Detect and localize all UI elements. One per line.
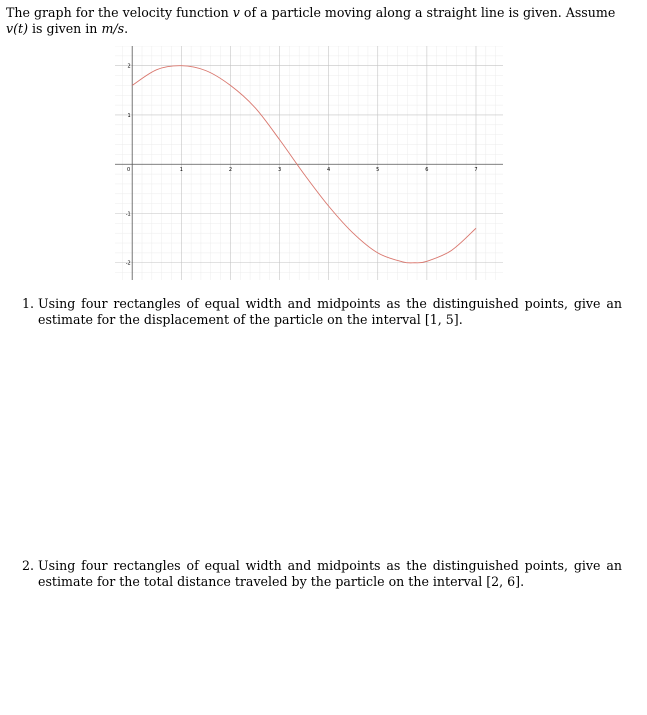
question-1 <box>22 296 622 328</box>
intro-text-1: The graph for the velocity function <box>6 5 233 20</box>
question-2 <box>22 558 622 590</box>
x-tick-label: 6 <box>425 167 429 174</box>
x-tick-label: 1 <box>179 167 183 174</box>
question-2-interval: [2, 6] <box>486 574 521 589</box>
question-1-part1: Using four rectangles of equal width and midpoints as the distinguished points, give an estimate for the displacement of the particle on the interval <box>38 296 622 327</box>
question-2-number: 2. <box>22 558 35 573</box>
velocity-graph <box>115 46 503 280</box>
tick-labels <box>126 64 478 267</box>
x-tick-label: 7 <box>474 167 478 174</box>
question-1-interval: [1, 5] <box>424 312 459 327</box>
x-tick-label: 3 <box>277 167 282 174</box>
y-tick-label: -2 <box>125 260 131 267</box>
intro-text-3: is given in <box>28 21 102 36</box>
x-tick-label: 5 <box>376 167 380 174</box>
y-tick-label: 1 <box>127 112 131 119</box>
question-1-part2: . <box>458 312 463 327</box>
question-1-text <box>38 296 622 328</box>
question-2-part1: Using four rectangles of equal width and midpoints as the distinguished points, give an estimate for the total distance traveled by the particle on the interval <box>38 558 622 589</box>
x-tick-label: 2 <box>228 167 233 174</box>
y-tick-label: -1 <box>125 211 131 218</box>
intro-text-2: of a particle moving along a straight line is given. Assume <box>239 5 616 20</box>
minor-grid <box>115 46 503 280</box>
y-tick-label: 2 <box>127 63 131 70</box>
problem-intro <box>6 5 631 37</box>
question-2-part2: . <box>520 574 525 589</box>
x-tick-label: 4 <box>327 167 331 174</box>
intro-unit: m/s <box>101 21 125 36</box>
question-1-number: 1. <box>22 296 35 311</box>
x-tick-label: 0 <box>127 167 131 174</box>
intro-var-vt: v(t) <box>6 21 29 36</box>
intro-text-4: . <box>124 21 129 36</box>
intro-var-v: v <box>232 5 240 20</box>
question-2-text <box>38 558 622 590</box>
